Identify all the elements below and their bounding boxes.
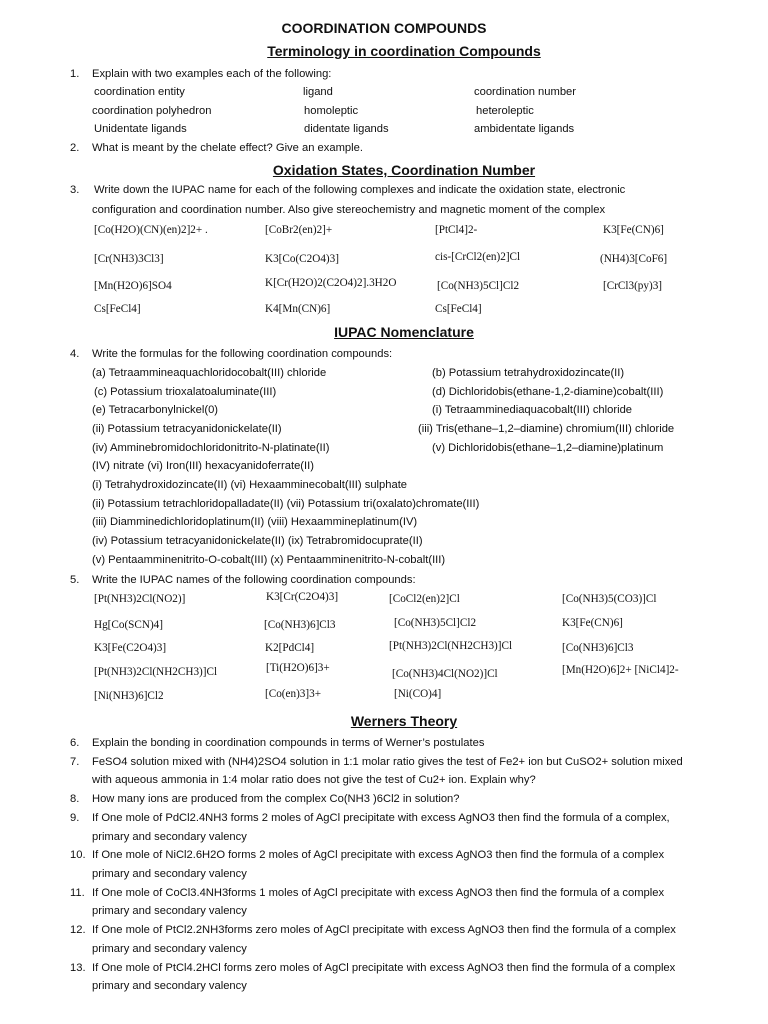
nomenclature-item: (i) Tetraamminediaquacobalt(III) chloride [432,404,633,416]
nomenclature-item: (e) Tetracarbonylnickel(0) [92,404,219,416]
compound-formula: K3[Fe(C2O4)3] [94,642,167,654]
term: coordination polyhedron [92,105,212,117]
nomenclature-item: (c) Potassium trioxalatoaluminate(III) [94,386,277,398]
question-text: Write the formulas for the following coordination compounds: [92,348,393,360]
nomenclature-item: (a) Tetraammineaquachloridocobalt(III) chloride [92,367,327,379]
question-number: 3. [70,184,80,196]
compound-formula: [Co(NH3)5(CO3)]Cl [562,593,657,605]
nomenclature-item: (v) Pentaamminenitrito-O-cobalt(III) (x) Pentaamminenitrito-N-cobalt(III) [92,554,446,566]
compound-formula: [Ni(CO)4] [394,688,442,700]
compound-formula: [Pt(NH3)2Cl(NO2)] [94,593,186,605]
question-text: with aqueous ammonia in 1:4 molar ratio does not give the test of Cu2+ ion. Explain why? [92,774,536,786]
compound-formula: [Co(NH3)5Cl]Cl2 [394,617,477,629]
section-heading-terminology: Terminology in coordination Compounds [267,43,541,59]
term: ambidentate ligands [474,123,575,135]
nomenclature-item: (iv) Potassium tetracyanidonickelate(II) (ix) Tetrabromidocuprate(II) [92,535,423,547]
compound-formula: [CoCl2(en)2]Cl [389,593,460,605]
complex-formula: K[Cr(H2O)2(C2O4)2].3H2O [265,277,397,289]
compound-formula: [Co(NH3)6]Cl3 [264,619,336,631]
question-number: 8. [70,793,80,805]
compound-formula: [Pt(NH3)2Cl(NH2CH3)]Cl [94,666,218,678]
complex-formula: (NH4)3[CoF6] [600,253,668,265]
question-text: Explain with two examples each of the following: [92,68,332,80]
question-number: 11. [70,887,85,899]
question-number: 13. [70,962,86,974]
compound-formula: [Ti(H2O)6]3+ [266,662,330,674]
section-heading-werner: Werners Theory [350,713,458,729]
section-heading-iupac: IUPAC Nomenclature [334,324,474,340]
question-number: 5. [70,574,80,586]
complex-formula: cis-[CrCl2(en)2]Cl [435,251,521,263]
nomenclature-item: (iii) Diamminedichloridoplatinum(II) (viii) Hexaammineplatinum(IV) [92,516,418,528]
nomenclature-item: (v) Dichloridobis(ethane–1,2–diamine)platinum [432,442,664,454]
compound-formula: K2[PdCl4] [265,642,315,654]
question-text: If One mole of NiCl2.6H2O forms 2 moles of AgCl precipitate with excess AgNO3 then find the formula of a complex [92,849,665,861]
compound-formula: Hg[Co(SCN)4] [94,619,163,631]
question-number: 9. [70,812,80,824]
nomenclature-item: (iii) Tris(ethane–1,2–diamine) chromium(III) chloride [418,423,675,435]
compound-formula: [Ni(NH3)6]Cl2 [94,690,164,702]
question-text: primary and secondary valency [92,905,247,917]
nomenclature-item: (d) Dichloridobis(ethane-1,2-diamine)cobalt(III) [432,386,664,398]
term: heteroleptic [476,105,534,117]
question-number: 2. [70,142,80,154]
question-number: 7. [70,756,80,768]
nomenclature-item: (IV) nitrate (vi) Iron(III) hexacyanidoferrate(II) [92,460,314,472]
complex-formula: Cs[FeCl4] [94,303,141,315]
complex-formula: [PtCl4]2- [435,224,478,236]
question-text: If One mole of PtCl2.2NH3forms zero moles of AgCl precipitate with excess AgNO3 then find the formula of a complex [92,924,676,936]
complex-formula: [Mn(H2O)6]SO4 [94,280,172,292]
question-text: How many ions are produced from the complex Co(NH3 )6Cl2 in solution? [92,793,460,805]
complex-formula: K3[Fe(CN)6] [603,224,664,236]
compound-formula: K3[Cr(C2O4)3] [266,591,339,603]
question-text: If One mole of PdCl2.4NH3 forms 2 moles of AgCl precipitate with excess AgNO3 then find the formula of a complex, [92,812,670,824]
compound-formula: [Mn(H2O)6]2+ [NiCl4]2- [562,664,679,676]
complex-formula: K4[Mn(CN)6] [265,303,331,315]
complex-formula: [Co(H2O)(CN)(en)2]2+ . [94,224,208,236]
question-text: If One mole of CoCl3.4NH3forms 1 moles of AgCl precipitate with excess AgNO3 then find the formula of a complex [92,887,665,899]
nomenclature-item: (b) Potassium tetrahydroxidozincate(II) [432,367,625,379]
compound-formula: [Co(NH3)6]Cl3 [562,642,634,654]
nomenclature-item: (ii) Potassium tetrachloridopalladate(II) (vii) Potassium tri(oxalato)chromate(III) [92,498,480,510]
compound-formula: [Pt(NH3)2Cl(NH2CH3)]Cl [389,640,513,652]
question-text: primary and secondary valency [92,980,247,992]
term: Unidentate ligands [94,123,187,135]
question-text: If One mole of PtCl4.2HCl forms zero moles of AgCl precipitate with excess AgNO3 then find the formula of a complex [92,962,676,974]
question-text: What is meant by the chelate effect? Give an example. [92,142,363,154]
compound-formula: K3[Fe(CN)6] [562,617,623,629]
nomenclature-item: (i) Tetrahydroxidozincate(II) (vi) Hexaamminecobalt(III) sulphate [92,479,408,491]
term: coordination entity [94,86,185,98]
complex-formula: Cs[FeCl4] [435,303,482,315]
compound-formula: [Co(NH3)4Cl(NO2)]Cl [392,668,498,680]
question-number: 10. [70,849,86,861]
question-text: FeSO4 solution mixed with (NH4)2SO4 solution in 1:1 molar ratio gives the test of Fe2+ ion but CuSO2+ solution mixed [92,756,683,768]
term: ligand [303,86,333,98]
question-number: 6. [70,737,80,749]
complex-formula: [Co(NH3)5Cl]Cl2 [437,280,520,292]
question-text: Write down the IUPAC name for each of the following complexes and indicate the oxidation state, electronic [94,184,626,196]
complex-formula: [Cr(NH3)3Cl3] [94,253,164,265]
page-title: COORDINATION COMPOUNDS [281,20,487,36]
term: didentate ligands [304,123,389,135]
complex-formula: [CrCl3(py)3] [603,280,663,292]
question-text: primary and secondary valency [92,943,247,955]
complex-formula: K3[Co(C2O4)3] [265,253,339,265]
term: homoleptic [304,105,359,117]
nomenclature-item: (iv) Amminebromidochloridonitrito-N-platinate(II) [92,442,330,454]
question-text: Explain the bonding in coordination compounds in terms of Werner’s postulates [92,737,485,749]
complex-formula: [CoBr2(en)2]+ [265,224,333,236]
term: coordination number [474,86,576,98]
question-text: primary and secondary valency [92,868,247,880]
question-number: 1. [70,68,80,80]
compound-formula: [Co(en)3]3+ [265,688,322,700]
nomenclature-item: (ii) Potassium tetracyanidonickelate(II) [92,423,282,435]
question-text: configuration and coordination number. Also give stereochemistry and magnetic moment of the complex [92,204,606,216]
question-text: primary and secondary valency [92,831,247,843]
section-heading-oxidation: Oxidation States, Coordination Number [272,162,536,178]
question-number: 4. [70,348,80,360]
question-number: 12. [70,924,86,936]
question-text: Write the IUPAC names of the following coordination compounds: [92,574,416,586]
